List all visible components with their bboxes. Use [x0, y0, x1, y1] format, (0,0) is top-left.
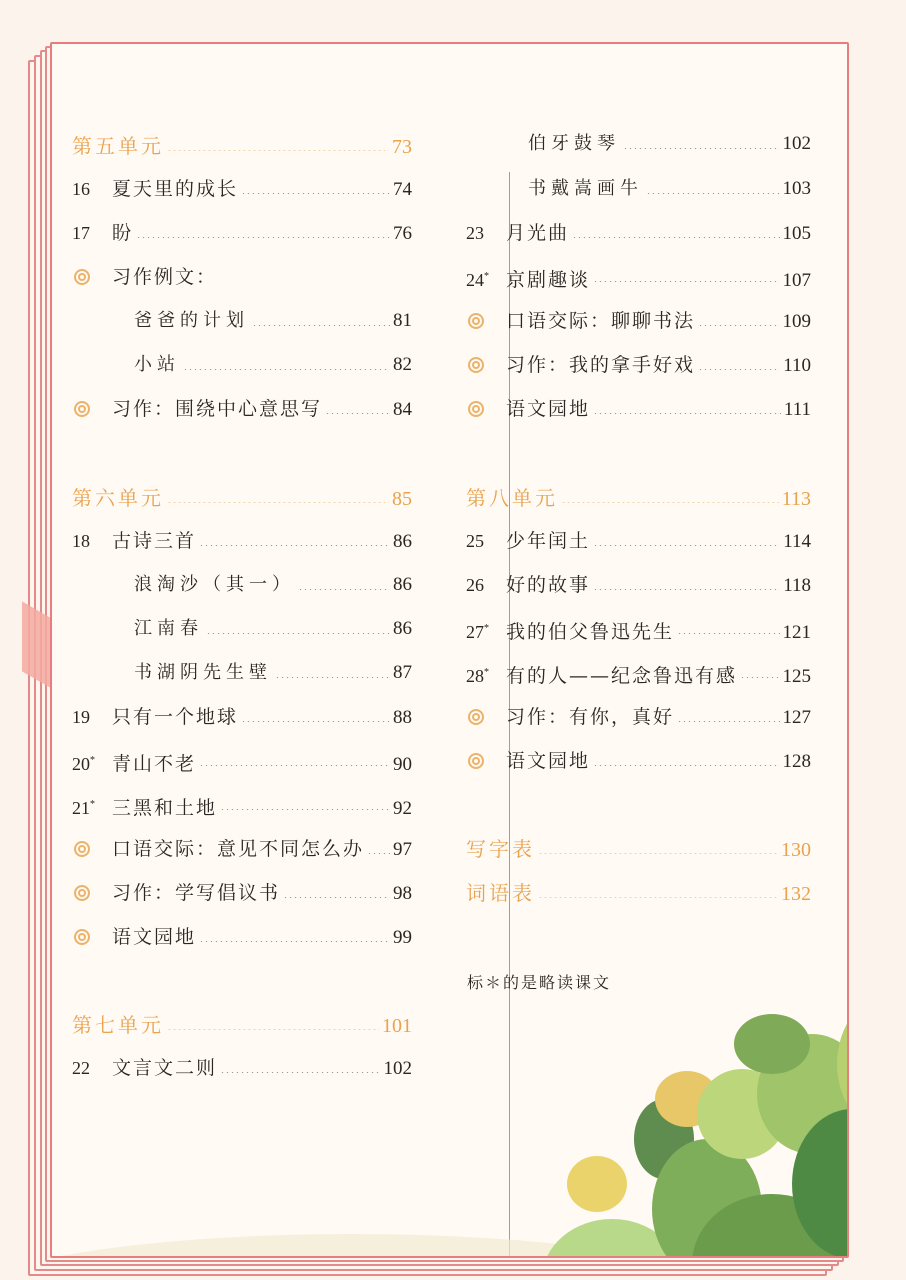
page-number: 86 — [393, 574, 412, 595]
dot-leader — [593, 765, 779, 766]
entry-title: 语文园地 — [112, 926, 197, 948]
dot-leader — [677, 721, 779, 722]
toc-entry[interactable] — [72, 835, 412, 863]
page-number: 76 — [393, 223, 412, 244]
dot-leader — [136, 237, 390, 238]
entry-title: 伯牙鼓琴 — [528, 133, 620, 154]
dot-leader — [199, 545, 390, 546]
lesson-number: 20* — [72, 754, 95, 774]
page-number: 127 — [782, 707, 811, 728]
dot-leader — [199, 765, 390, 766]
toc-entry[interactable] — [466, 219, 811, 247]
double-circle-icon — [72, 399, 112, 415]
entry-title: 三黑和土地 — [112, 797, 218, 819]
dot-leader — [241, 193, 390, 194]
page-number: 98 — [393, 883, 412, 904]
entry-title: 第八单元 — [466, 486, 558, 510]
entry-title: 少年闰土 — [506, 530, 591, 552]
entry-title: 有的人——纪念鲁迅有感 — [506, 665, 738, 687]
toc-entry[interactable] — [72, 879, 412, 907]
entry-title: 爸爸的计划 — [134, 310, 249, 331]
page-number: 99 — [393, 927, 412, 948]
dot-leader — [593, 545, 780, 546]
entry-title: 夏天里的成长 — [112, 178, 239, 200]
entry-title: 江南春 — [134, 618, 203, 639]
lesson-number: 16 — [72, 179, 90, 199]
double-circle-icon — [466, 751, 506, 767]
entry-title: 习作：有你，真好 — [506, 706, 675, 728]
lesson-number: 19 — [72, 707, 90, 727]
dot-leader — [275, 677, 390, 678]
page-number: 88 — [393, 707, 412, 728]
toc-entry[interactable] — [72, 219, 412, 247]
entry-title: 语文园地 — [506, 398, 591, 420]
dot-leader — [593, 281, 779, 282]
entry-title: 月光曲 — [506, 222, 570, 244]
toc-entry[interactable] — [528, 130, 811, 158]
entry-title: 盼 — [112, 222, 134, 244]
lesson-number: 21* — [72, 798, 95, 818]
entry-title: 好的故事 — [506, 574, 591, 596]
toc-unit-heading[interactable] — [72, 1011, 412, 1039]
optional-reading-star: * — [90, 755, 95, 766]
double-circle-icon — [466, 355, 506, 371]
page-number: 73 — [392, 136, 412, 158]
lesson-number: 24* — [466, 270, 489, 290]
lesson-number: 27* — [466, 622, 489, 642]
dot-leader — [167, 1029, 379, 1030]
toc-entry[interactable] — [134, 307, 412, 335]
entry-title: 文言文二则 — [112, 1057, 218, 1079]
page-number: 87 — [393, 662, 412, 683]
page-number: 132 — [781, 883, 811, 905]
toc-entry[interactable] — [72, 175, 412, 203]
toc-entry[interactable] — [72, 703, 412, 731]
page-number: 86 — [393, 618, 412, 639]
entry-title: 习作例文： — [112, 266, 218, 288]
entry-title: 青山不老 — [112, 753, 197, 775]
dot-leader — [298, 589, 390, 590]
dot-leader — [561, 502, 779, 503]
toc-unit-heading[interactable] — [466, 484, 811, 512]
optional-reading-star: * — [484, 271, 489, 282]
toc-entry[interactable] — [134, 615, 412, 643]
page-number: 118 — [783, 575, 811, 596]
page-number: 111 — [783, 399, 811, 420]
dot-leader — [646, 193, 780, 194]
dot-leader — [623, 148, 780, 149]
double-circle-icon — [72, 267, 112, 283]
toc-entry[interactable] — [466, 703, 811, 731]
toc-entry[interactable] — [466, 395, 811, 423]
dot-leader — [698, 369, 780, 370]
page-number: 113 — [781, 488, 811, 510]
entry-title: 口语交际：聊聊书法 — [506, 310, 696, 332]
page-number: 101 — [382, 1015, 412, 1037]
toc-unit-heading[interactable] — [72, 132, 412, 160]
entry-title: 书湖阴先生壁 — [134, 662, 272, 683]
dot-leader — [241, 721, 390, 722]
entry-title: 第五单元 — [72, 134, 164, 158]
toc-entry[interactable] — [466, 351, 811, 379]
entry-title: 口语交际：意见不同怎么办 — [112, 838, 365, 860]
page-number: 85 — [392, 488, 412, 510]
toc-entry[interactable] — [466, 747, 811, 775]
toc-entry[interactable] — [72, 263, 412, 291]
toc-entry[interactable] — [466, 263, 811, 291]
toc-unit-heading[interactable] — [466, 879, 811, 907]
page-number: 125 — [782, 666, 811, 687]
entry-title: 习作：围绕中心意思写 — [112, 398, 323, 420]
entry-title: 书戴嵩画牛 — [528, 178, 643, 199]
dot-leader — [677, 633, 779, 634]
lesson-number: 25 — [466, 531, 484, 551]
page-number: 128 — [782, 751, 811, 772]
page-number: 130 — [781, 839, 811, 861]
dot-leader — [283, 897, 390, 898]
page-number: 107 — [782, 270, 811, 291]
entry-title: 浪淘沙（其一） — [134, 574, 295, 595]
page-number: 74 — [393, 179, 412, 200]
page-number: 102 — [782, 133, 811, 154]
entry-title: 只有一个地球 — [112, 706, 239, 728]
entry-title: 我的伯父鲁迅先生 — [506, 621, 675, 643]
toc-entry[interactable] — [72, 1054, 412, 1082]
page-number: 92 — [393, 798, 412, 819]
page-number: 103 — [782, 178, 811, 199]
toc-entry[interactable] — [466, 659, 811, 687]
optional-reading-star: * — [484, 667, 489, 678]
lesson-number: 22 — [72, 1058, 90, 1078]
dot-leader — [167, 150, 389, 151]
double-circle-icon — [466, 311, 506, 327]
toc-unit-heading[interactable] — [72, 484, 412, 512]
toc-entry[interactable] — [72, 923, 412, 951]
toc-entry[interactable] — [528, 175, 811, 203]
dot-leader — [698, 325, 779, 326]
toc-entry[interactable] — [134, 659, 412, 687]
double-circle-icon — [72, 839, 112, 855]
page-number: 90 — [393, 754, 412, 775]
toc-entry[interactable] — [466, 571, 811, 599]
footnote: 标＊的是略读课文 — [467, 973, 612, 992]
dot-leader — [206, 633, 390, 634]
entry-title: 语文园地 — [506, 750, 591, 772]
double-circle-icon — [466, 707, 506, 723]
dot-leader — [252, 325, 390, 326]
dot-leader — [538, 897, 778, 898]
lesson-number: 23 — [466, 223, 484, 243]
double-circle-icon — [72, 927, 112, 943]
dot-leader — [572, 237, 779, 238]
page-number: 97 — [393, 839, 412, 860]
toc-entry[interactable] — [72, 747, 412, 775]
page-number: 84 — [393, 399, 412, 420]
dot-leader — [183, 369, 390, 370]
optional-reading-star: * — [484, 623, 489, 634]
toc-entry[interactable] — [466, 615, 811, 643]
dot-leader — [740, 677, 779, 678]
page-number: 82 — [393, 354, 412, 375]
dot-leader — [538, 853, 778, 854]
entry-title: 京剧趣谈 — [506, 269, 591, 291]
page-number: 81 — [393, 310, 412, 331]
entry-title: 词语表 — [466, 881, 535, 905]
toc-entry[interactable] — [134, 571, 412, 599]
optional-reading-star: * — [90, 799, 95, 810]
page-number: 86 — [393, 531, 412, 552]
entry-title: 写字表 — [466, 837, 535, 861]
entry-title: 习作：我的拿手好戏 — [506, 354, 696, 376]
page-number: 105 — [782, 223, 811, 244]
entry-title: 小站 — [134, 354, 180, 375]
toc-entry[interactable] — [72, 395, 412, 423]
dot-leader — [593, 413, 781, 414]
dot-leader — [220, 809, 390, 810]
dot-leader — [220, 1072, 380, 1073]
page-number: 110 — [783, 355, 811, 376]
double-circle-icon — [72, 883, 112, 899]
double-circle-icon — [466, 399, 506, 415]
lesson-number: 26 — [466, 575, 484, 595]
page-number: 109 — [782, 311, 811, 332]
dot-leader — [593, 589, 780, 590]
toc-entry[interactable] — [134, 351, 412, 379]
lesson-number: 18 — [72, 531, 90, 551]
dot-leader — [167, 502, 389, 503]
page-number: 121 — [782, 622, 811, 643]
entry-title: 第七单元 — [72, 1013, 164, 1037]
toc-entry[interactable] — [466, 527, 811, 555]
toc-entry[interactable] — [72, 527, 412, 555]
dot-leader — [367, 853, 390, 854]
toc-entry[interactable] — [466, 307, 811, 335]
page-number: 102 — [383, 1058, 412, 1079]
entry-title: 习作：学写倡议书 — [112, 882, 281, 904]
lesson-number: 17 — [72, 223, 90, 243]
toc-entry[interactable] — [72, 791, 412, 819]
entry-title: 古诗三首 — [112, 530, 197, 552]
entry-title: 第六单元 — [72, 486, 164, 510]
dot-leader — [325, 413, 390, 414]
dot-leader — [199, 941, 390, 942]
lesson-number: 28* — [466, 666, 489, 686]
toc-unit-heading[interactable] — [466, 835, 811, 863]
page-number: 114 — [783, 531, 811, 552]
trees-illustration — [52, 1004, 849, 1258]
